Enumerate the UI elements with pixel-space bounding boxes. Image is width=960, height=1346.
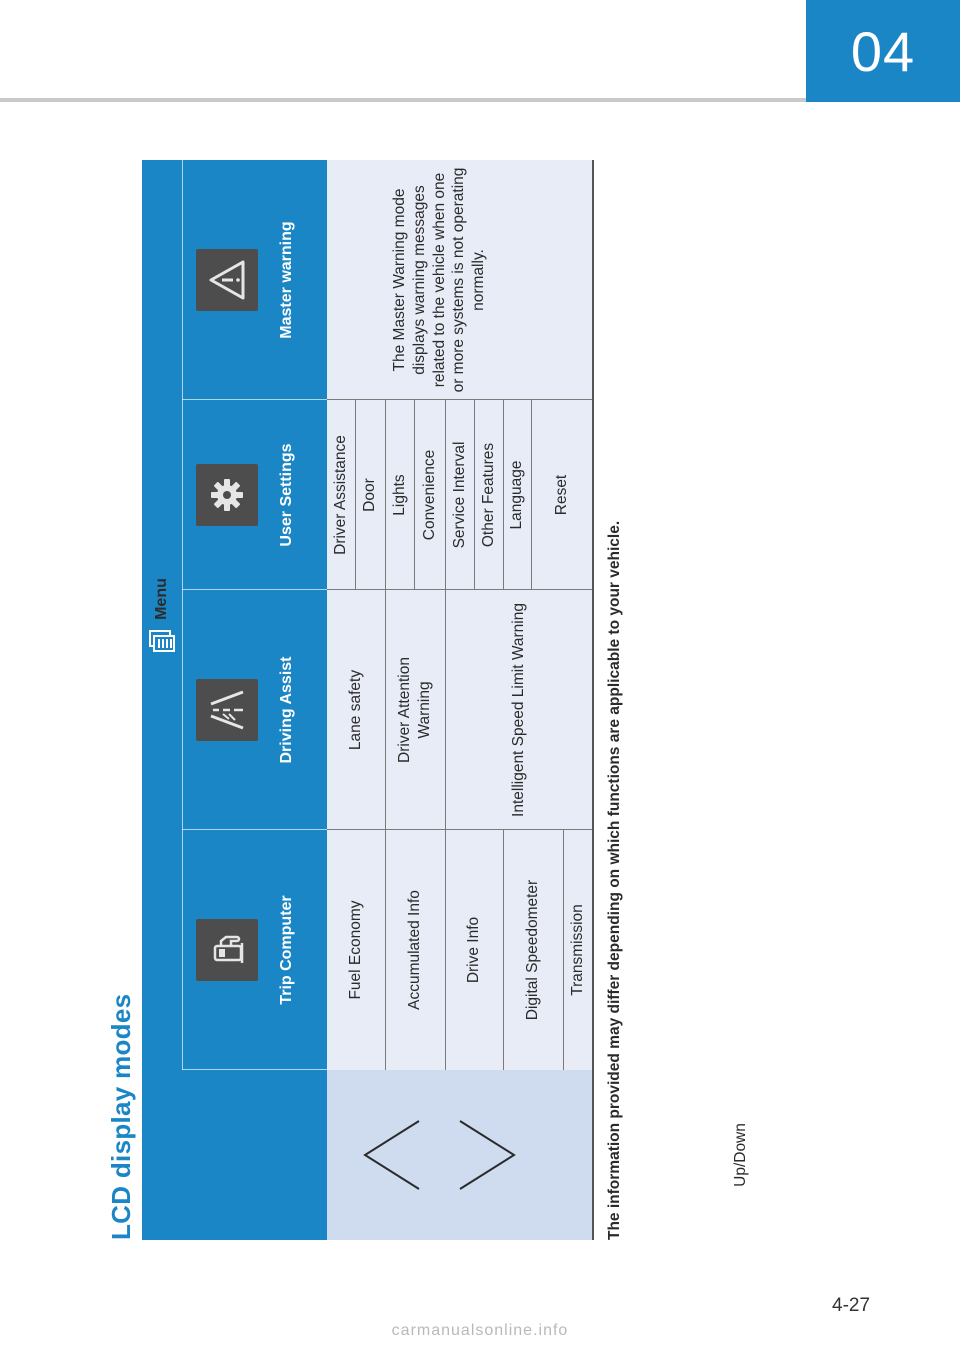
col-divider: [327, 589, 592, 590]
row-divider: [503, 830, 504, 1070]
col-user-settings: [182, 400, 327, 590]
list-item: Language: [508, 460, 526, 530]
row-divider: [414, 400, 415, 590]
row-divider: [531, 400, 532, 590]
list-item: Door: [361, 478, 379, 512]
row-divider: [445, 400, 446, 590]
col-divider: [327, 399, 592, 400]
list-item: Digital Speedometer: [524, 879, 542, 1021]
fuel-pump-icon: [196, 919, 258, 981]
list-item: Drive Info: [465, 916, 483, 984]
row-divider: [503, 400, 504, 590]
col-title: User Settings: [278, 443, 295, 547]
footer-watermark: carmanualsonline.info: [391, 1322, 569, 1339]
list-item: Convenience: [420, 449, 438, 541]
list-item: Other Features: [479, 442, 497, 548]
col-trip-computer: [182, 830, 327, 1070]
col-title: Driving Assist: [278, 656, 295, 764]
page-number: 4-27: [832, 1295, 871, 1316]
row-divider: [563, 830, 564, 1070]
col-driving-assist: [182, 590, 327, 830]
gear-icon: [196, 464, 258, 526]
chapter-tab: 04: [806, 0, 960, 102]
chevron-up-icon: [357, 1115, 427, 1195]
menu-icon: [149, 630, 175, 652]
list-item: Lane safety: [347, 669, 365, 751]
table-bottom-rule: [592, 160, 594, 1240]
list-item: Driver Assistance: [332, 435, 350, 555]
lane-road-icon: [196, 679, 258, 741]
col-divider: [327, 829, 592, 830]
display-modes-block: [100, 160, 749, 1240]
col-master-warning: [182, 160, 327, 400]
updown-label: Up/Down: [732, 1123, 749, 1187]
row-divider: [445, 590, 446, 830]
row-divider: [445, 830, 446, 1070]
chevron-down-icon: [452, 1115, 522, 1195]
master-warning-description: The Master Warning mode displays warning messages related to the vehicle when one or more systems is not operating normally.: [390, 167, 488, 393]
top-rule: [0, 98, 806, 102]
list-item: Lights: [390, 474, 408, 516]
menu-header: [142, 160, 182, 1070]
row-divider: [355, 400, 356, 590]
menu-label: Menu: [153, 578, 170, 620]
row-divider: [474, 400, 475, 590]
warning-triangle-icon: [196, 249, 258, 311]
row-divider: [385, 830, 386, 1070]
section-title: LCD display modes: [106, 993, 136, 1240]
row-divider: [385, 590, 386, 830]
col-title: Trip Computer: [278, 895, 295, 1005]
list-item: Transmission: [568, 904, 586, 996]
list-item: Fuel Economy: [347, 900, 365, 1000]
list-item: Driver Attention Warning: [396, 657, 433, 763]
applicability-note: The information provided may differ depending on which functions are applicable to your vehicle.: [606, 520, 623, 1240]
list-item: Intelligent Speed Limit Warning: [509, 603, 527, 817]
list-item: Reset: [552, 474, 570, 516]
row-divider: [385, 400, 386, 590]
list-item: Accumulated Info: [406, 890, 424, 1010]
col-title: Master warning: [278, 221, 295, 339]
list-item: Service Interval: [450, 441, 468, 549]
